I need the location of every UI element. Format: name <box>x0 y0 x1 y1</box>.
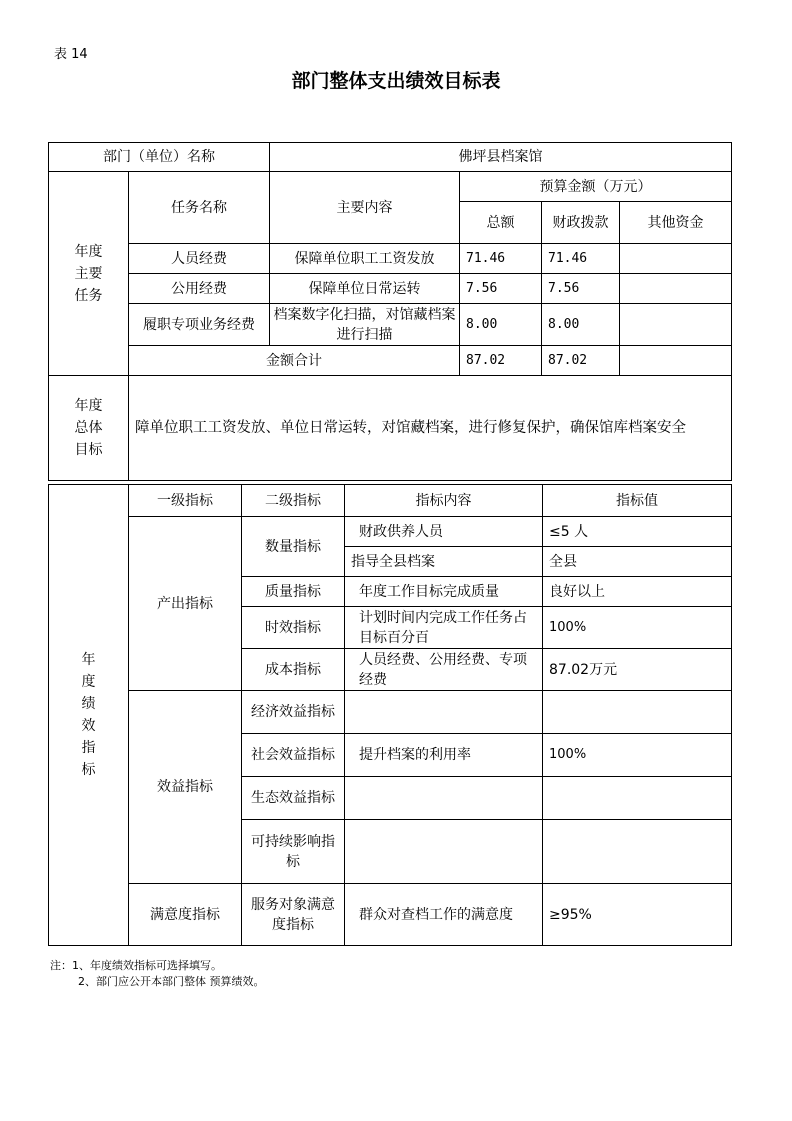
sum-fiscal: 87.02 <box>542 346 620 376</box>
indicator-value: 全县 <box>543 547 732 577</box>
economic-benefit-indicator: 经济效益指标 <box>242 691 345 734</box>
annual-tasks-label: 年度 主要 任务 <box>49 172 129 376</box>
indicator-value: 87.02万元 <box>543 649 732 691</box>
sustainable-impact-indicator: 可持续影响指标 <box>242 820 345 884</box>
level1-header: 一级指标 <box>129 485 242 517</box>
indicator-value: 100% <box>543 607 732 649</box>
task-name: 履职专项业务经费 <box>129 304 270 346</box>
level2-header: 二级指标 <box>242 485 345 517</box>
indicator-content: 人员经费、公用经费、专项经费 <box>345 649 543 691</box>
notes <box>50 958 265 990</box>
task-fiscal: 71.46 <box>542 244 620 274</box>
task-content: 保障单位日常运转 <box>270 274 460 304</box>
benefit-indicator: 效益指标 <box>129 691 242 884</box>
content-header: 主要内容 <box>270 172 460 244</box>
indicator-content: 计划时间内完成工作任务占目标百分百 <box>345 607 543 649</box>
total-header: 总额 <box>460 202 542 244</box>
ecological-benefit-indicator: 生态效益指标 <box>242 777 345 820</box>
task-total: 8.00 <box>460 304 542 346</box>
cost-indicator: 成本指标 <box>242 649 345 691</box>
indicator-value-header: 指标值 <box>543 485 732 517</box>
page-title: 部门整体支出绩效目标表 <box>291 70 501 92</box>
indicator-content: 年度工作目标完成质量 <box>345 577 543 607</box>
sum-label: 金额合计 <box>129 346 460 376</box>
indicator-content: 指导全县档案 <box>345 547 543 577</box>
task-other <box>620 274 732 304</box>
indicator-value: ≥95% <box>543 884 732 946</box>
indicator-content <box>345 691 543 734</box>
task-content: 保障单位职工工资发放 <box>270 244 460 274</box>
fiscal-header: 财政拨款 <box>542 202 620 244</box>
indicator-content-header: 指标内容 <box>345 485 543 517</box>
indicator-content <box>345 820 543 884</box>
output-indicator: 产出指标 <box>129 517 242 691</box>
note-line: 注：1、年度绩效指标可选择填写。 <box>50 959 222 972</box>
quality-indicator: 质量指标 <box>242 577 345 607</box>
service-satisfaction-indicator: 服务对象满意度指标 <box>242 884 345 946</box>
indicator-content: 群众对查档工作的满意度 <box>345 884 543 946</box>
performance-table <box>48 484 732 946</box>
dept-name-label: 部门（单位）名称 <box>49 143 270 172</box>
indicator-value <box>543 777 732 820</box>
annual-goal-text: 障单位职工工资发放、单位日常运转，对馆藏档案，进行修复保护，确保馆库档案安全 <box>129 376 732 481</box>
task-name: 公用经费 <box>129 274 270 304</box>
task-other <box>620 304 732 346</box>
other-header: 其他资金 <box>620 202 732 244</box>
indicator-value <box>543 691 732 734</box>
indicator-value <box>543 820 732 884</box>
satisfaction-indicator: 满意度指标 <box>129 884 242 946</box>
note-line: 2、部门应公开本部门整体 预算绩效。 <box>78 975 265 988</box>
task-content: 档案数字化扫描，对馆藏档案进行扫描 <box>270 304 460 346</box>
task-name: 人员经费 <box>129 244 270 274</box>
budget-table <box>48 142 732 481</box>
indicator-value: 良好以上 <box>543 577 732 607</box>
budget-header: 预算金额（万元） <box>460 172 732 202</box>
indicator-content: 财政供养人员 <box>345 517 543 547</box>
sum-total: 87.02 <box>460 346 542 376</box>
quantity-indicator: 数量指标 <box>242 517 345 577</box>
indicator-content <box>345 777 543 820</box>
indicator-value: ≤5 人 <box>543 517 732 547</box>
indicator-value: 100% <box>543 734 732 777</box>
task-total: 7.56 <box>460 274 542 304</box>
task-fiscal: 8.00 <box>542 304 620 346</box>
timeliness-indicator: 时效指标 <box>242 607 345 649</box>
task-other <box>620 244 732 274</box>
performance-label: 年 度 绩 效 指 标 <box>49 485 129 946</box>
social-benefit-indicator: 社会效益指标 <box>242 734 345 777</box>
indicator-content: 提升档案的利用率 <box>345 734 543 777</box>
table-number: 表 14 <box>54 47 88 62</box>
sum-other <box>620 346 732 376</box>
task-name-header: 任务名称 <box>129 172 270 244</box>
annual-goal-label: 年度 总体 目标 <box>49 376 129 481</box>
task-total: 71.46 <box>460 244 542 274</box>
dept-name-value: 佛坪县档案馆 <box>270 143 732 172</box>
task-fiscal: 7.56 <box>542 274 620 304</box>
